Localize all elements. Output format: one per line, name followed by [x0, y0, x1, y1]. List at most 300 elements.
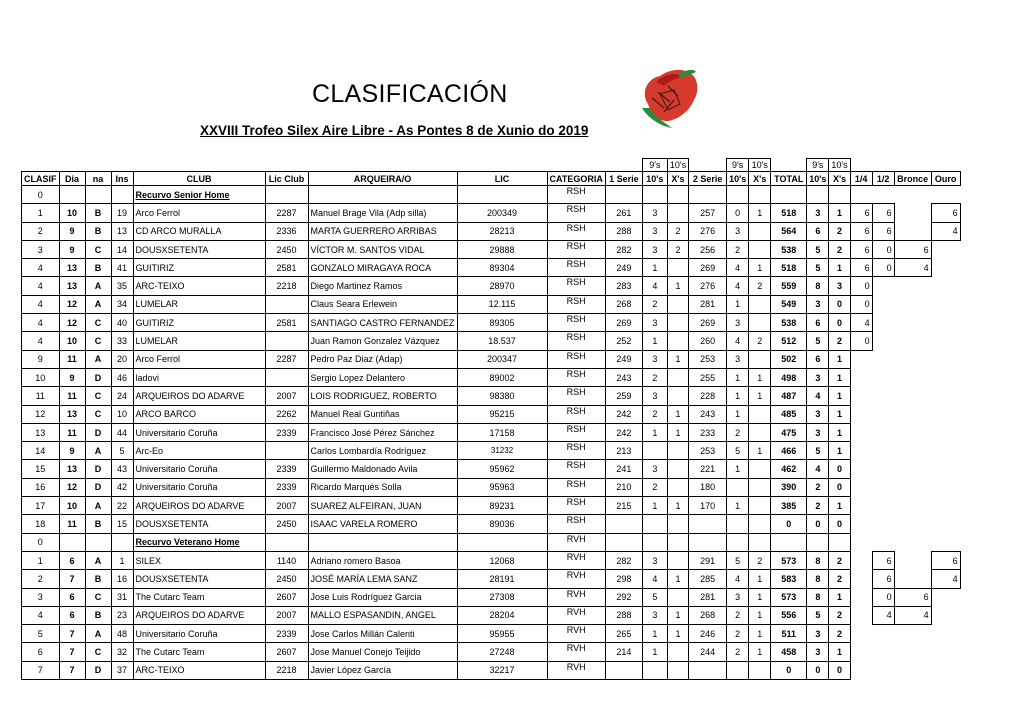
- table-row: [22, 277, 961, 295]
- clasif-cell: 4: [22, 277, 60, 295]
- s1-cell: 265: [605, 625, 642, 643]
- gold-cell: [931, 478, 960, 496]
- table-row: [22, 350, 961, 368]
- s2_x-cell: [749, 295, 771, 313]
- s2-cell: 269: [689, 314, 727, 332]
- gold-cell: [931, 368, 960, 386]
- empty-cell: [642, 186, 667, 204]
- s1_x-cell: 1: [667, 497, 688, 515]
- event-subtitle: XXVIII Trofeo Silex Aire Libre - As Pontes 8 de Xunio do 2019: [200, 123, 589, 138]
- s2_x-cell: 2: [749, 277, 771, 295]
- s2_x-cell: [749, 661, 771, 679]
- tx-cell: 1: [829, 405, 850, 423]
- total-cell: 518: [771, 259, 807, 277]
- q-cell: [850, 350, 872, 368]
- lic-cell: 95962: [457, 460, 547, 478]
- empty-cell: [807, 533, 829, 551]
- licclub-cell: 2007: [265, 606, 308, 624]
- h-cell: 6: [872, 222, 894, 240]
- total-cell: 475: [771, 423, 807, 441]
- clasif-cell: 0: [22, 186, 60, 204]
- s2_x-cell: 1: [749, 570, 771, 588]
- total-cell: 559: [771, 277, 807, 295]
- t10-cell: 6: [807, 314, 829, 332]
- na-cell: A: [85, 625, 111, 643]
- tx-cell: 1: [829, 259, 850, 277]
- archer-cell: Juan Ramon Gonzalez Vázquez: [308, 332, 457, 350]
- total-cell: 538: [771, 314, 807, 332]
- cat-cell: RSH: [547, 405, 605, 423]
- clasif-cell: 13: [22, 423, 60, 441]
- cat-cell: RVH: [547, 661, 605, 679]
- gold-cell: [931, 643, 960, 661]
- ins-cell: 19: [111, 204, 133, 222]
- gold-cell: [931, 350, 960, 368]
- table-row: [22, 442, 961, 460]
- clasif-cell: 10: [22, 368, 60, 386]
- s2-cell: 276: [689, 222, 727, 240]
- dia-cell: 7: [59, 661, 85, 679]
- s1_10-cell: 3: [642, 350, 667, 368]
- na-cell: D: [85, 460, 111, 478]
- table-row: [22, 387, 961, 405]
- lic-cell: 89305: [457, 314, 547, 332]
- super-header-cell: 9's: [642, 159, 667, 172]
- tx-cell: 2: [829, 222, 850, 240]
- empty-cell: [872, 186, 894, 204]
- dia-cell: 10: [59, 497, 85, 515]
- s2_x-cell: 1: [749, 204, 771, 222]
- na-cell: A: [85, 295, 111, 313]
- ins-cell: 35: [111, 277, 133, 295]
- s1_10-cell: 1: [642, 625, 667, 643]
- dia-cell: 7: [59, 570, 85, 588]
- s1-cell: 283: [605, 277, 642, 295]
- s2-cell: 256: [689, 240, 727, 258]
- empty-cell: [872, 533, 894, 551]
- gold-cell: [931, 423, 960, 441]
- h-cell: [872, 625, 894, 643]
- licclub-cell: 2287: [265, 204, 308, 222]
- column-header: 10's: [642, 172, 667, 186]
- na-cell: D: [85, 423, 111, 441]
- s1_x-cell: [667, 643, 688, 661]
- cat-cell: RSH: [547, 314, 605, 332]
- bz-cell: [894, 405, 931, 423]
- results-table: [21, 158, 961, 680]
- tx-cell: 1: [829, 442, 850, 460]
- cat-cell: RSH: [547, 350, 605, 368]
- lic-cell: 27308: [457, 588, 547, 606]
- licclub-cell: [265, 442, 308, 460]
- na-cell: A: [85, 277, 111, 295]
- clasif-cell: 4: [22, 295, 60, 313]
- section-title: Recurvo Senior Home: [133, 186, 265, 204]
- total-cell: 458: [771, 643, 807, 661]
- empty-cell: [111, 533, 133, 551]
- dia-cell: 6: [59, 551, 85, 569]
- tx-cell: 3: [829, 277, 850, 295]
- s1_x-cell: [667, 515, 688, 533]
- empty-cell: [771, 533, 807, 551]
- na-cell: B: [85, 204, 111, 222]
- bz-cell: 4: [894, 606, 931, 624]
- empty-cell: [749, 533, 771, 551]
- empty-cell: [931, 533, 960, 551]
- cat-cell: RVH: [547, 570, 605, 588]
- lic-cell: 89304: [457, 259, 547, 277]
- cat-cell: RSH: [547, 368, 605, 386]
- h-cell: [872, 643, 894, 661]
- q-cell: 6: [850, 222, 872, 240]
- empty-cell: [59, 533, 85, 551]
- s2_10-cell: [727, 661, 749, 679]
- h-cell: [872, 368, 894, 386]
- archer-cell: Jose Manuel Conejo Teijido: [308, 643, 457, 661]
- empty-cell: [807, 186, 829, 204]
- lic-cell: 89002: [457, 368, 547, 386]
- na-cell: B: [85, 570, 111, 588]
- total-cell: 518: [771, 204, 807, 222]
- na-cell: B: [85, 606, 111, 624]
- s1-cell: 214: [605, 643, 642, 661]
- archer-cell: VÍCTOR M. SANTOS VIDAL: [308, 240, 457, 258]
- cat-cell: RSH: [547, 442, 605, 460]
- h-cell: [872, 277, 894, 295]
- cat-cell: RSH: [547, 332, 605, 350]
- dia-cell: 13: [59, 405, 85, 423]
- s1_10-cell: 4: [642, 570, 667, 588]
- ins-cell: 16: [111, 570, 133, 588]
- archer-cell: MARTA GUERRERO ARRIBAS: [308, 222, 457, 240]
- ins-cell: 34: [111, 295, 133, 313]
- s2_x-cell: 1: [749, 259, 771, 277]
- bz-cell: 6: [894, 240, 931, 258]
- ins-cell: 40: [111, 314, 133, 332]
- total-cell: 466: [771, 442, 807, 460]
- archer-cell: Jose Luis Rodríguez Garcia: [308, 588, 457, 606]
- q-cell: [850, 625, 872, 643]
- s1_x-cell: 1: [667, 570, 688, 588]
- t10-cell: 8: [807, 570, 829, 588]
- archer-cell: MALLO ESPASANDIN, ANGEL: [308, 606, 457, 624]
- na-cell: A: [85, 442, 111, 460]
- table-row: [22, 643, 961, 661]
- s2_10-cell: 5: [727, 442, 749, 460]
- na-cell: C: [85, 643, 111, 661]
- h-cell: [872, 350, 894, 368]
- s2_x-cell: [749, 405, 771, 423]
- cat-cell: RSH: [547, 259, 605, 277]
- clasif-cell: 3: [22, 588, 60, 606]
- gold-cell: [931, 515, 960, 533]
- archer-cell: Manuel Brage Vila (Adp silla): [308, 204, 457, 222]
- h-cell: [872, 661, 894, 679]
- empty-cell: [457, 533, 547, 551]
- bz-cell: [894, 204, 931, 222]
- archer-cell: GONZALO MIRAGAYA ROCA: [308, 259, 457, 277]
- s1_10-cell: 3: [642, 240, 667, 258]
- empty-cell: [667, 186, 688, 204]
- table-row: [22, 405, 961, 423]
- total-cell: 0: [771, 515, 807, 533]
- super-header-cell: 10's: [749, 159, 771, 172]
- s2_10-cell: 4: [727, 277, 749, 295]
- s2_x-cell: [749, 515, 771, 533]
- total-cell: 390: [771, 478, 807, 496]
- archer-cell: LOIS RODRIGUEZ, ROBERTO: [308, 387, 457, 405]
- archer-cell: SANTIAGO CASTRO FERNANDEZ: [308, 314, 457, 332]
- gold-cell: [931, 588, 960, 606]
- licclub-cell: 2287: [265, 350, 308, 368]
- s2-cell: 253: [689, 350, 727, 368]
- empty-cell: [265, 533, 308, 551]
- clasif-cell: 1: [22, 551, 60, 569]
- q-cell: 6: [850, 259, 872, 277]
- ins-cell: 41: [111, 259, 133, 277]
- bz-cell: [894, 643, 931, 661]
- s1_10-cell: 3: [642, 387, 667, 405]
- ins-cell: 14: [111, 240, 133, 258]
- s1_10-cell: 3: [642, 551, 667, 569]
- licclub-cell: [265, 295, 308, 313]
- column-header: 10's: [807, 172, 829, 186]
- club-cell: ladovi: [133, 368, 265, 386]
- s2-cell: 180: [689, 478, 727, 496]
- h-cell: [872, 442, 894, 460]
- h-cell: 4: [872, 606, 894, 624]
- archer-cell: ISAAC VARELA ROMERO: [308, 515, 457, 533]
- gold-cell: [931, 661, 960, 679]
- club-cell: Universitario Coruña: [133, 460, 265, 478]
- s2-cell: 285: [689, 570, 727, 588]
- s2-cell: 281: [689, 295, 727, 313]
- empty-cell: [308, 186, 457, 204]
- s1_x-cell: 2: [667, 222, 688, 240]
- s2_10-cell: 5: [727, 551, 749, 569]
- lic-cell: 95955: [457, 625, 547, 643]
- s2_10-cell: [727, 515, 749, 533]
- ins-cell: 22: [111, 497, 133, 515]
- dia-cell: 9: [59, 368, 85, 386]
- s1-cell: 243: [605, 368, 642, 386]
- table-row: [22, 295, 961, 313]
- ins-cell: 24: [111, 387, 133, 405]
- s1-cell: 259: [605, 387, 642, 405]
- lic-cell: 28970: [457, 277, 547, 295]
- column-header: 10's: [727, 172, 749, 186]
- clasif-cell: 12: [22, 405, 60, 423]
- q-cell: [850, 442, 872, 460]
- archer-cell: SUAREZ ALFEIRAN, JUAN: [308, 497, 457, 515]
- s1-cell: 242: [605, 423, 642, 441]
- table-row: [22, 204, 961, 222]
- gold-cell: [931, 606, 960, 624]
- total-cell: 573: [771, 588, 807, 606]
- dia-cell: 10: [59, 204, 85, 222]
- q-cell: [850, 368, 872, 386]
- empty-cell: [727, 533, 749, 551]
- club-cell: The Cutarc Team: [133, 643, 265, 661]
- column-header: CLASIF: [22, 172, 60, 186]
- tx-cell: 0: [829, 515, 850, 533]
- club-cell: DOUSXSETENTA: [133, 515, 265, 533]
- s1_x-cell: [667, 460, 688, 478]
- s1-cell: 298: [605, 570, 642, 588]
- s2_10-cell: 2: [727, 606, 749, 624]
- clasif-cell: 4: [22, 314, 60, 332]
- empty-cell: [771, 186, 807, 204]
- dia-cell: 11: [59, 423, 85, 441]
- dia-cell: 13: [59, 460, 85, 478]
- club-cell: LUMELAR: [133, 332, 265, 350]
- bz-cell: [894, 497, 931, 515]
- table-row: [22, 259, 961, 277]
- tx-cell: 2: [829, 606, 850, 624]
- s1-cell: 288: [605, 606, 642, 624]
- q-cell: [850, 497, 872, 515]
- h-cell: 0: [872, 588, 894, 606]
- q-cell: [850, 606, 872, 624]
- s2_x-cell: [749, 350, 771, 368]
- bz-cell: 4: [894, 259, 931, 277]
- licclub-cell: 2339: [265, 423, 308, 441]
- dia-cell: 7: [59, 625, 85, 643]
- bz-cell: [894, 350, 931, 368]
- t10-cell: 4: [807, 460, 829, 478]
- s1_x-cell: 1: [667, 423, 688, 441]
- gold-cell: [931, 295, 960, 313]
- q-cell: [850, 460, 872, 478]
- lic-cell: 32217: [457, 661, 547, 679]
- ins-cell: 23: [111, 606, 133, 624]
- h-cell: [872, 497, 894, 515]
- s2-cell: 233: [689, 423, 727, 441]
- empty-cell: [308, 533, 457, 551]
- tx-cell: 1: [829, 588, 850, 606]
- s2_x-cell: 1: [749, 368, 771, 386]
- h-cell: 0: [872, 259, 894, 277]
- s2-cell: 253: [689, 442, 727, 460]
- bz-cell: [894, 625, 931, 643]
- q-cell: [850, 643, 872, 661]
- s2_10-cell: 3: [727, 350, 749, 368]
- licclub-cell: 2450: [265, 515, 308, 533]
- column-header: TOTAL: [771, 172, 807, 186]
- empty-cell: [265, 186, 308, 204]
- tx-cell: 2: [829, 570, 850, 588]
- lic-cell: 12068: [457, 551, 547, 569]
- cat-cell: RVH: [547, 551, 605, 569]
- empty-cell: [457, 186, 547, 204]
- total-cell: 512: [771, 332, 807, 350]
- empty-cell: [894, 186, 931, 204]
- q-cell: 0: [850, 277, 872, 295]
- table-row: [22, 478, 961, 496]
- bz-cell: [894, 277, 931, 295]
- dia-cell: 9: [59, 240, 85, 258]
- cat-cell: RSH: [547, 423, 605, 441]
- ins-cell: 42: [111, 478, 133, 496]
- h-cell: 6: [872, 551, 894, 569]
- s1_x-cell: [667, 478, 688, 496]
- empty-cell: [829, 533, 850, 551]
- na-cell: C: [85, 332, 111, 350]
- club-cell: SILEX: [133, 551, 265, 569]
- table-row: [22, 368, 961, 386]
- q-cell: 6: [850, 240, 872, 258]
- club-cell: CD ARCO MURALLA: [133, 222, 265, 240]
- lic-cell: 17158: [457, 423, 547, 441]
- clasif-cell: 6: [22, 643, 60, 661]
- column-header: X's: [829, 172, 850, 186]
- s1_10-cell: 1: [642, 643, 667, 661]
- q-cell: 4: [850, 314, 872, 332]
- club-cell: Arc-Eo: [133, 442, 265, 460]
- q-cell: [850, 478, 872, 496]
- q-cell: [850, 405, 872, 423]
- q-cell: [850, 588, 872, 606]
- s2_x-cell: [749, 222, 771, 240]
- table-row: [22, 240, 961, 258]
- s1_x-cell: 1: [667, 625, 688, 643]
- total-cell: 487: [771, 387, 807, 405]
- table-row: [22, 606, 961, 624]
- clasif-cell: 15: [22, 460, 60, 478]
- empty-cell: [850, 186, 872, 204]
- tx-cell: 2: [829, 551, 850, 569]
- tx-cell: 0: [829, 460, 850, 478]
- gold-cell: [931, 405, 960, 423]
- column-header: X's: [667, 172, 688, 186]
- na-cell: A: [85, 350, 111, 368]
- archer-cell: Jose Carlos Millán Calenti: [308, 625, 457, 643]
- clasif-cell: 4: [22, 606, 60, 624]
- licclub-cell: 2450: [265, 240, 308, 258]
- s1_10-cell: 1: [642, 259, 667, 277]
- t10-cell: 4: [807, 387, 829, 405]
- licclub-cell: [265, 332, 308, 350]
- s2-cell: 260: [689, 332, 727, 350]
- club-cell: Universitario Coruña: [133, 478, 265, 496]
- tx-cell: 2: [829, 240, 850, 258]
- tx-cell: 1: [829, 387, 850, 405]
- ins-cell: 33: [111, 332, 133, 350]
- super-header-cell: 9's: [807, 159, 829, 172]
- gold-cell: 4: [931, 570, 960, 588]
- h-cell: 6: [872, 204, 894, 222]
- s1_10-cell: 4: [642, 277, 667, 295]
- s1-cell: 215: [605, 497, 642, 515]
- s1_10-cell: [642, 661, 667, 679]
- super-header-row: [22, 159, 961, 172]
- dia-cell: 10: [59, 332, 85, 350]
- archer-cell: Francisco José Pérez Sánchez: [308, 423, 457, 441]
- bz-cell: [894, 368, 931, 386]
- s1_10-cell: 1: [642, 332, 667, 350]
- s1_10-cell: 2: [642, 295, 667, 313]
- na-cell: D: [85, 661, 111, 679]
- archer-cell: JOSÉ MARÍA LEMA SANZ: [308, 570, 457, 588]
- club-cell: DOUSXSETENTA: [133, 240, 265, 258]
- s2-cell: 228: [689, 387, 727, 405]
- ins-cell: 37: [111, 661, 133, 679]
- gold-cell: [931, 625, 960, 643]
- bz-cell: [894, 314, 931, 332]
- table-row: [22, 497, 961, 515]
- bz-cell: [894, 515, 931, 533]
- cat-cell: RVH: [547, 643, 605, 661]
